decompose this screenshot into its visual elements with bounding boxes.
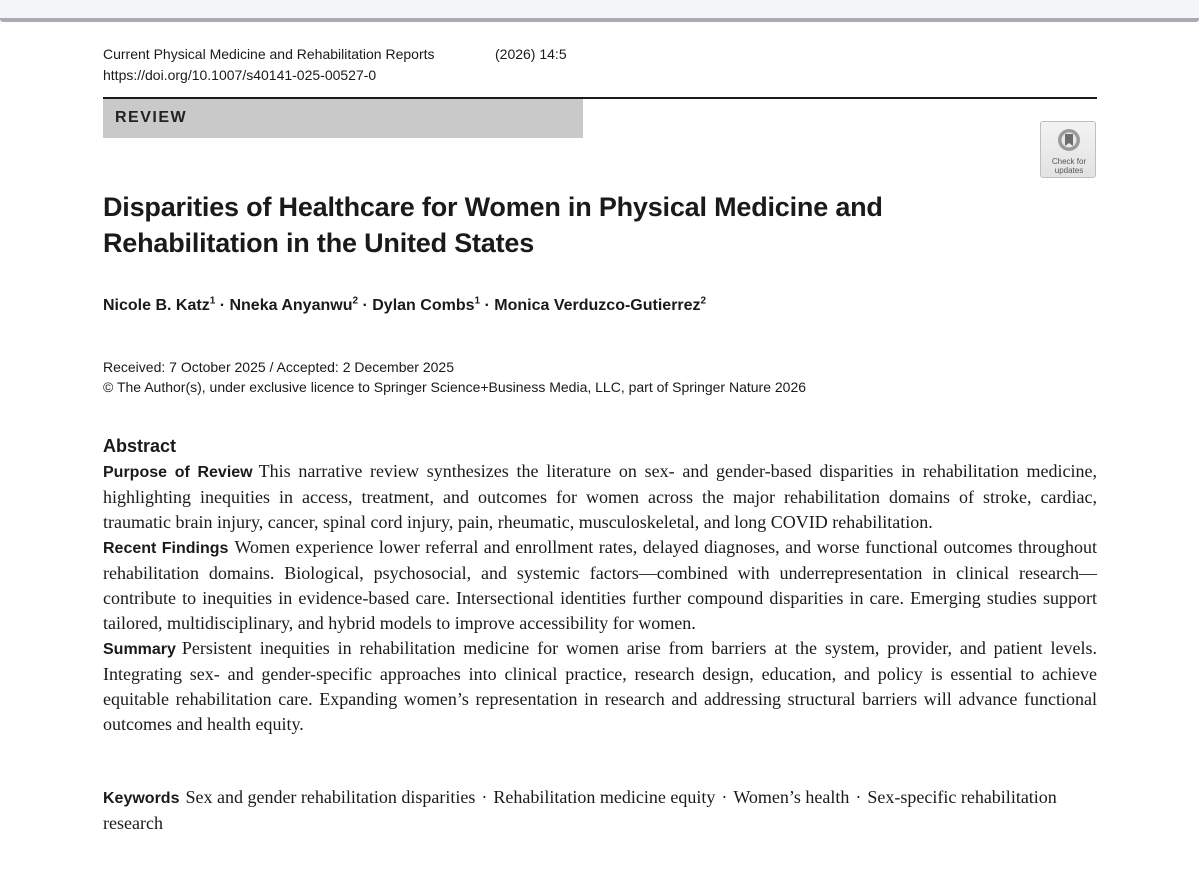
keyword-separator: · — [481, 787, 488, 807]
author-name[interactable]: Monica Verduzco-Gutierrez — [494, 297, 701, 314]
author-affiliation: 1 — [474, 295, 481, 307]
doi-link[interactable]: https://doi.org/10.1007/s40141-025-00527-0 — [103, 67, 377, 83]
keyword-item[interactable]: Sex-specific rehabilitation research — [103, 787, 1057, 833]
article-type-label: REVIEW — [115, 109, 188, 126]
check-line-1: Check for — [1051, 157, 1087, 166]
citation: (2026) 14:5 — [495, 46, 567, 62]
check-line-2: updates — [1054, 166, 1084, 175]
article-type-band — [103, 99, 583, 138]
keyword-separator: · — [721, 787, 728, 807]
author-affiliation: 2 — [352, 295, 359, 307]
author-affiliation: 1 — [209, 295, 216, 307]
check-for-updates-icon — [1057, 128, 1081, 154]
check-for-updates-text — [1041, 157, 1097, 175]
author-name[interactable]: Nneka Anyanwu — [229, 297, 353, 314]
section-label: Recent Findings — [103, 540, 229, 557]
section-text: Women experience lower referral and enrollment rates, delayed diagnoses, and worse functional outcomes throughout rehabilitation domains. Biological, psychosocial, and systemic factors—combined with underrepresentation in clinical research—contribute to inequities in evidence-based care. Intersectional identities further compound disparities in care. Emerging studies support tailored, multidisciplinary, and hybrid models to improve accessibility for women. — [103, 537, 1098, 633]
keyword-item[interactable]: Women’s health — [733, 787, 850, 807]
abstract-section — [103, 459, 1097, 535]
author-name[interactable]: Nicole B. Katz — [103, 297, 210, 314]
author-separator: · — [480, 297, 495, 314]
author-separator: · — [358, 297, 373, 314]
title-line-1: Disparities of Healthcare for Women in Physical Medicine and — [103, 192, 883, 222]
keyword-item[interactable]: Sex and gender rehabilitation disparities — [185, 787, 476, 807]
section-text: This narrative review synthesizes the literature on sex- and gender-based disparities in rehabilitation medicine, highlighting inequities in access, treatment, and outcomes for women across the major rehabilitation domains of stroke, cardiac, traumatic brain injury, cancer, spinal cord injury, pain, rheumatic, musculoskeletal, and long COVID rehabilitation. — [103, 461, 1098, 532]
author-name[interactable]: Dylan Combs — [372, 297, 475, 314]
author-separator: · — [215, 297, 230, 314]
keyword-item[interactable]: Rehabilitation medicine equity — [493, 787, 716, 807]
section-label: Purpose of Review — [103, 464, 253, 481]
abstract-section — [103, 636, 1097, 737]
keyword-separator: · — [855, 787, 862, 807]
keywords-label: Keywords — [103, 790, 180, 807]
section-text: Persistent inequities in rehabilitation medicine for women arise from barriers at the system, provider, and patient levels. Integrating sex- and gender-specific approaches into clinical practice, research design, education, and policy is essential to achieve equitable rehabilitation care. Expanding women’s representation in research and addressing structural barriers will advance functional outcomes and health equity. — [103, 638, 1097, 734]
title-line-2: Rehabilitation in the United States — [103, 228, 535, 258]
author-list — [103, 295, 706, 317]
article-title — [103, 189, 1003, 261]
author-affiliation: 2 — [700, 295, 707, 307]
journal-header — [103, 44, 567, 64]
journal-name: Current Physical Medicine and Rehabilitation Reports — [103, 46, 435, 62]
copyright-notice: © The Author(s), under exclusive licence to Springer Science+Business Media, LLC, part of Springer Nature 2026 — [103, 379, 807, 395]
abstract-section — [103, 535, 1097, 636]
check-for-updates-button[interactable] — [1040, 121, 1096, 178]
keywords — [103, 785, 1097, 836]
received-accepted-dates: Received: 7 October 2025 / Accepted: 2 December 2025 — [103, 359, 454, 375]
section-label: Summary — [103, 641, 176, 658]
browser-top-bar — [0, 0, 1199, 22]
abstract-heading: Abstract — [103, 436, 177, 456]
abstract-body — [103, 459, 1097, 737]
